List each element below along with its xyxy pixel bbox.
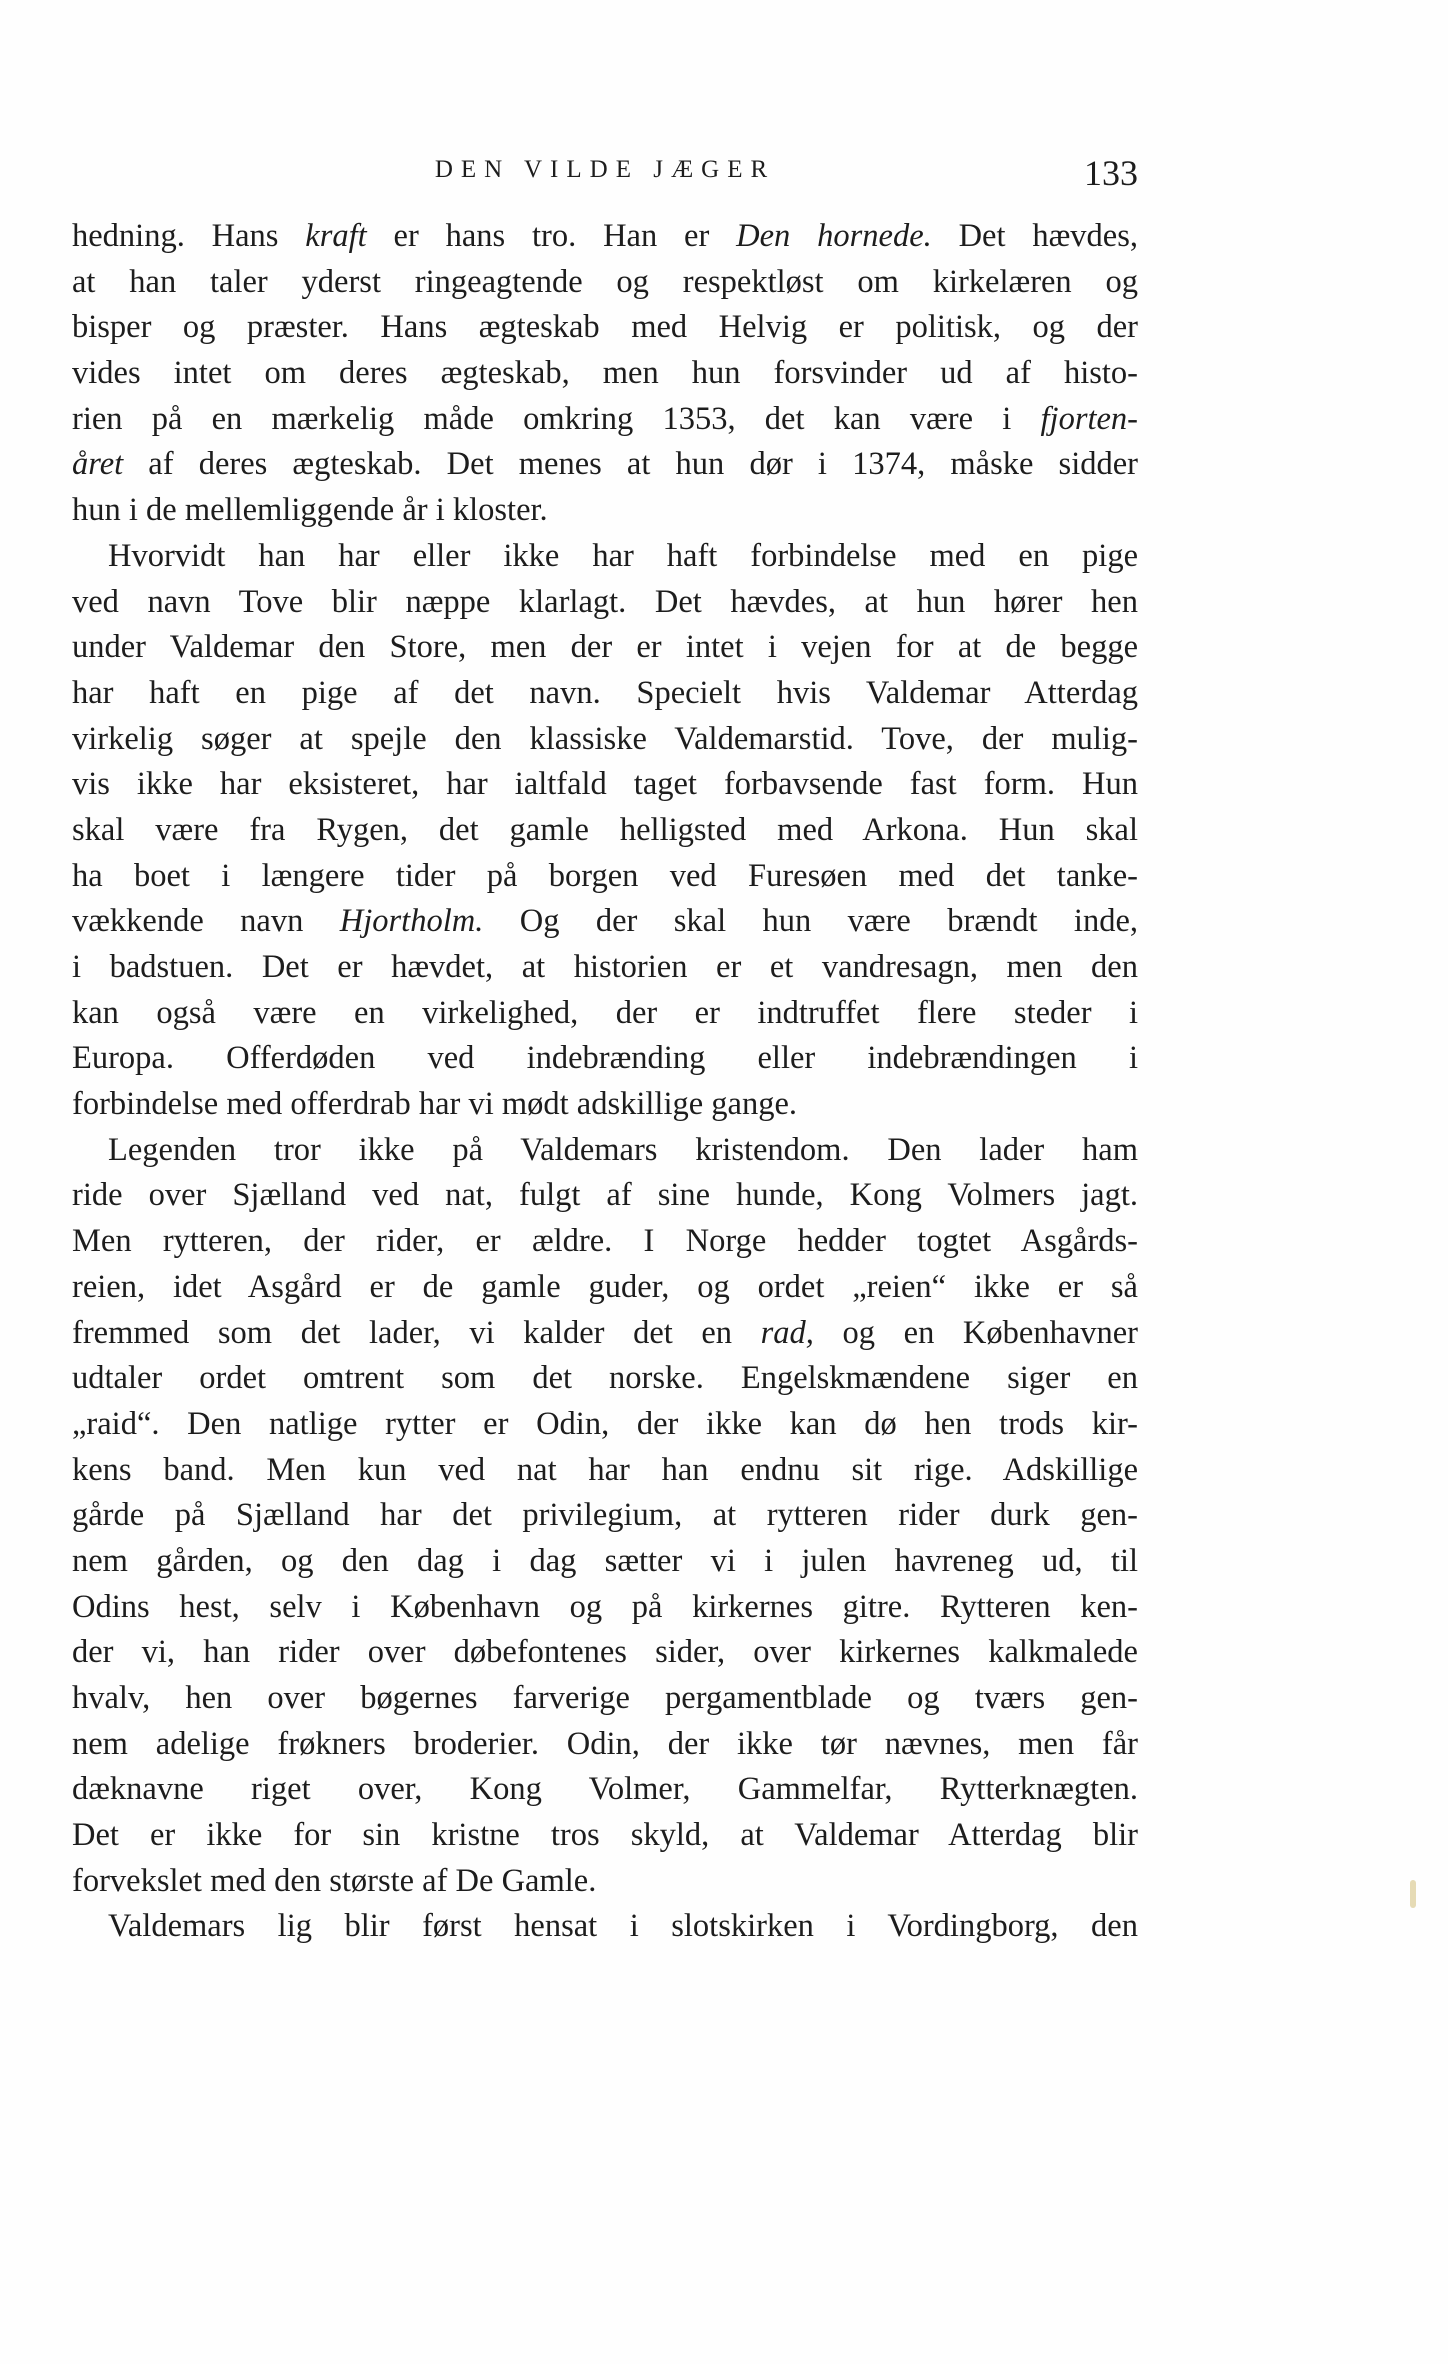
text-line: ride over Sjælland ved nat, fulgt af sine hunde, Kong Volmers jagt. [72,1177,1138,1214]
text-line: i badstuen. Det er hævdet, at historien er et vandresagn, men den [72,949,1138,985]
running-head [72,152,1138,192]
text-line: hvalv, hen over bøgernes farverige pergamentblade og tværs gen- [72,1680,1138,1716]
text-line: har haft en pige af det navn. Specielt hvis Valdemar Atterdag [72,674,1138,711]
text-line: Odins hest, selv i København og på kirkernes gitre. Rytteren ken- [72,1588,1138,1625]
text-line: vides intet om deres ægteskab, men hun forsvinder ud af histo- [72,355,1138,392]
text-line: Legenden tror ikke på Valdemars kristendom. Den lader ham [108,1131,1138,1168]
text-line: kan også være en virkelighed, der er indtruffet flere steder i [72,994,1138,1031]
text-line: året af deres ægteskab. Det menes at hun dør i 1374, måske sidder [72,446,1138,483]
text-line: der vi, han rider over døbefontenes sider, over kirkernes kalkmalede [72,1634,1138,1671]
text-line: ved navn Tove blir næppe klarlagt. Det hævdes, at hun hører hen [72,583,1138,620]
text-line: Valdemars lig blir først hensat i slotskirken i Vordingborg, den [108,1908,1138,1945]
text-line: fremmed som det lader, vi kalder det en rad, og en Københavner [72,1314,1138,1351]
text-line: rien på en mærkelig måde omkring 1353, det kan være i fjorten- [72,400,1138,437]
page-edge-mark [1410,1880,1416,1908]
text-line: bisper og præster. Hans ægteskab med Helvig er politisk, og der [72,309,1138,346]
text-line: udtaler ordet omtrent som det norske. Engelskmændene siger en [72,1360,1138,1397]
text-line: dæknavne riget over, Kong Volmer, Gammelfar, Rytterknægten. [72,1771,1138,1808]
text-line: Hvorvidt han har eller ikke har haft forbindelse med en pige [108,537,1138,574]
text-line: Men rytteren, der rider, er ældre. I Norge hedder togtet Asgårds- [72,1223,1138,1260]
text-line: forvekslet med den største af De Gamle. [72,1862,597,1899]
text-line: Europa. Offerdøden ved indebrænding eller indebrændingen i [72,1040,1138,1077]
text-line: vis ikke har eksisteret, har ialtfald taget forbavsende fast form. Hun [72,766,1138,803]
text-line: under Valdemar den Store, men der er intet i vejen for at de begge [72,629,1138,666]
text-line: forbindelse med offerdrab har vi mødt adskillige gange. [72,1086,798,1123]
running-head-title: DEN VILDE JÆGER [434,156,776,183]
body-text [72,214,1138,1950]
text-line: hun i de mellemliggende år i kloster. [72,492,548,529]
text-line: vækkende navn Hjortholm. Og der skal hun være brændt inde, [72,903,1139,940]
text-line: at han taler yderst ringeagtende og respektløst om kirkelæren og [72,263,1138,300]
text-line: kens band. Men kun ved nat har han endnu sit rige. Adskillige [72,1451,1138,1488]
text-line: gårde på Sjælland har det privilegium, at rytteren rider durk gen- [72,1497,1138,1534]
page-number: 133 [1084,153,1138,193]
text-line: nem adelige frøkners broderier. Odin, der ikke tør nævnes, men får [72,1725,1138,1762]
text-line: Det er ikke for sin kristne tros skyld, at Valdemar Atterdag blir [72,1817,1138,1854]
text-line: nem gården, og den dag i dag sætter vi i julen havreneg ud, til [72,1542,1138,1579]
text-line: virkelig søger at spejle den klassiske Valdemarstid. Tove, der mulig- [72,720,1138,757]
text-line: ha boet i længere tider på borgen ved Furesøen med det tanke- [72,857,1138,894]
text-line: reien, idet Asgård er de gamle guder, og ordet „reien“ ikke er så [72,1268,1138,1305]
text-line: hedning. Hans kraft er hans tro. Han er Den hornede. Det hævdes, [72,218,1138,254]
text-line: „raid“. Den natlige rytter er Odin, der ikke kan dø hen trods kir- [72,1405,1138,1442]
text-line: skal være fra Rygen, det gamle helligsted med Arkona. Hun skal [72,811,1138,848]
